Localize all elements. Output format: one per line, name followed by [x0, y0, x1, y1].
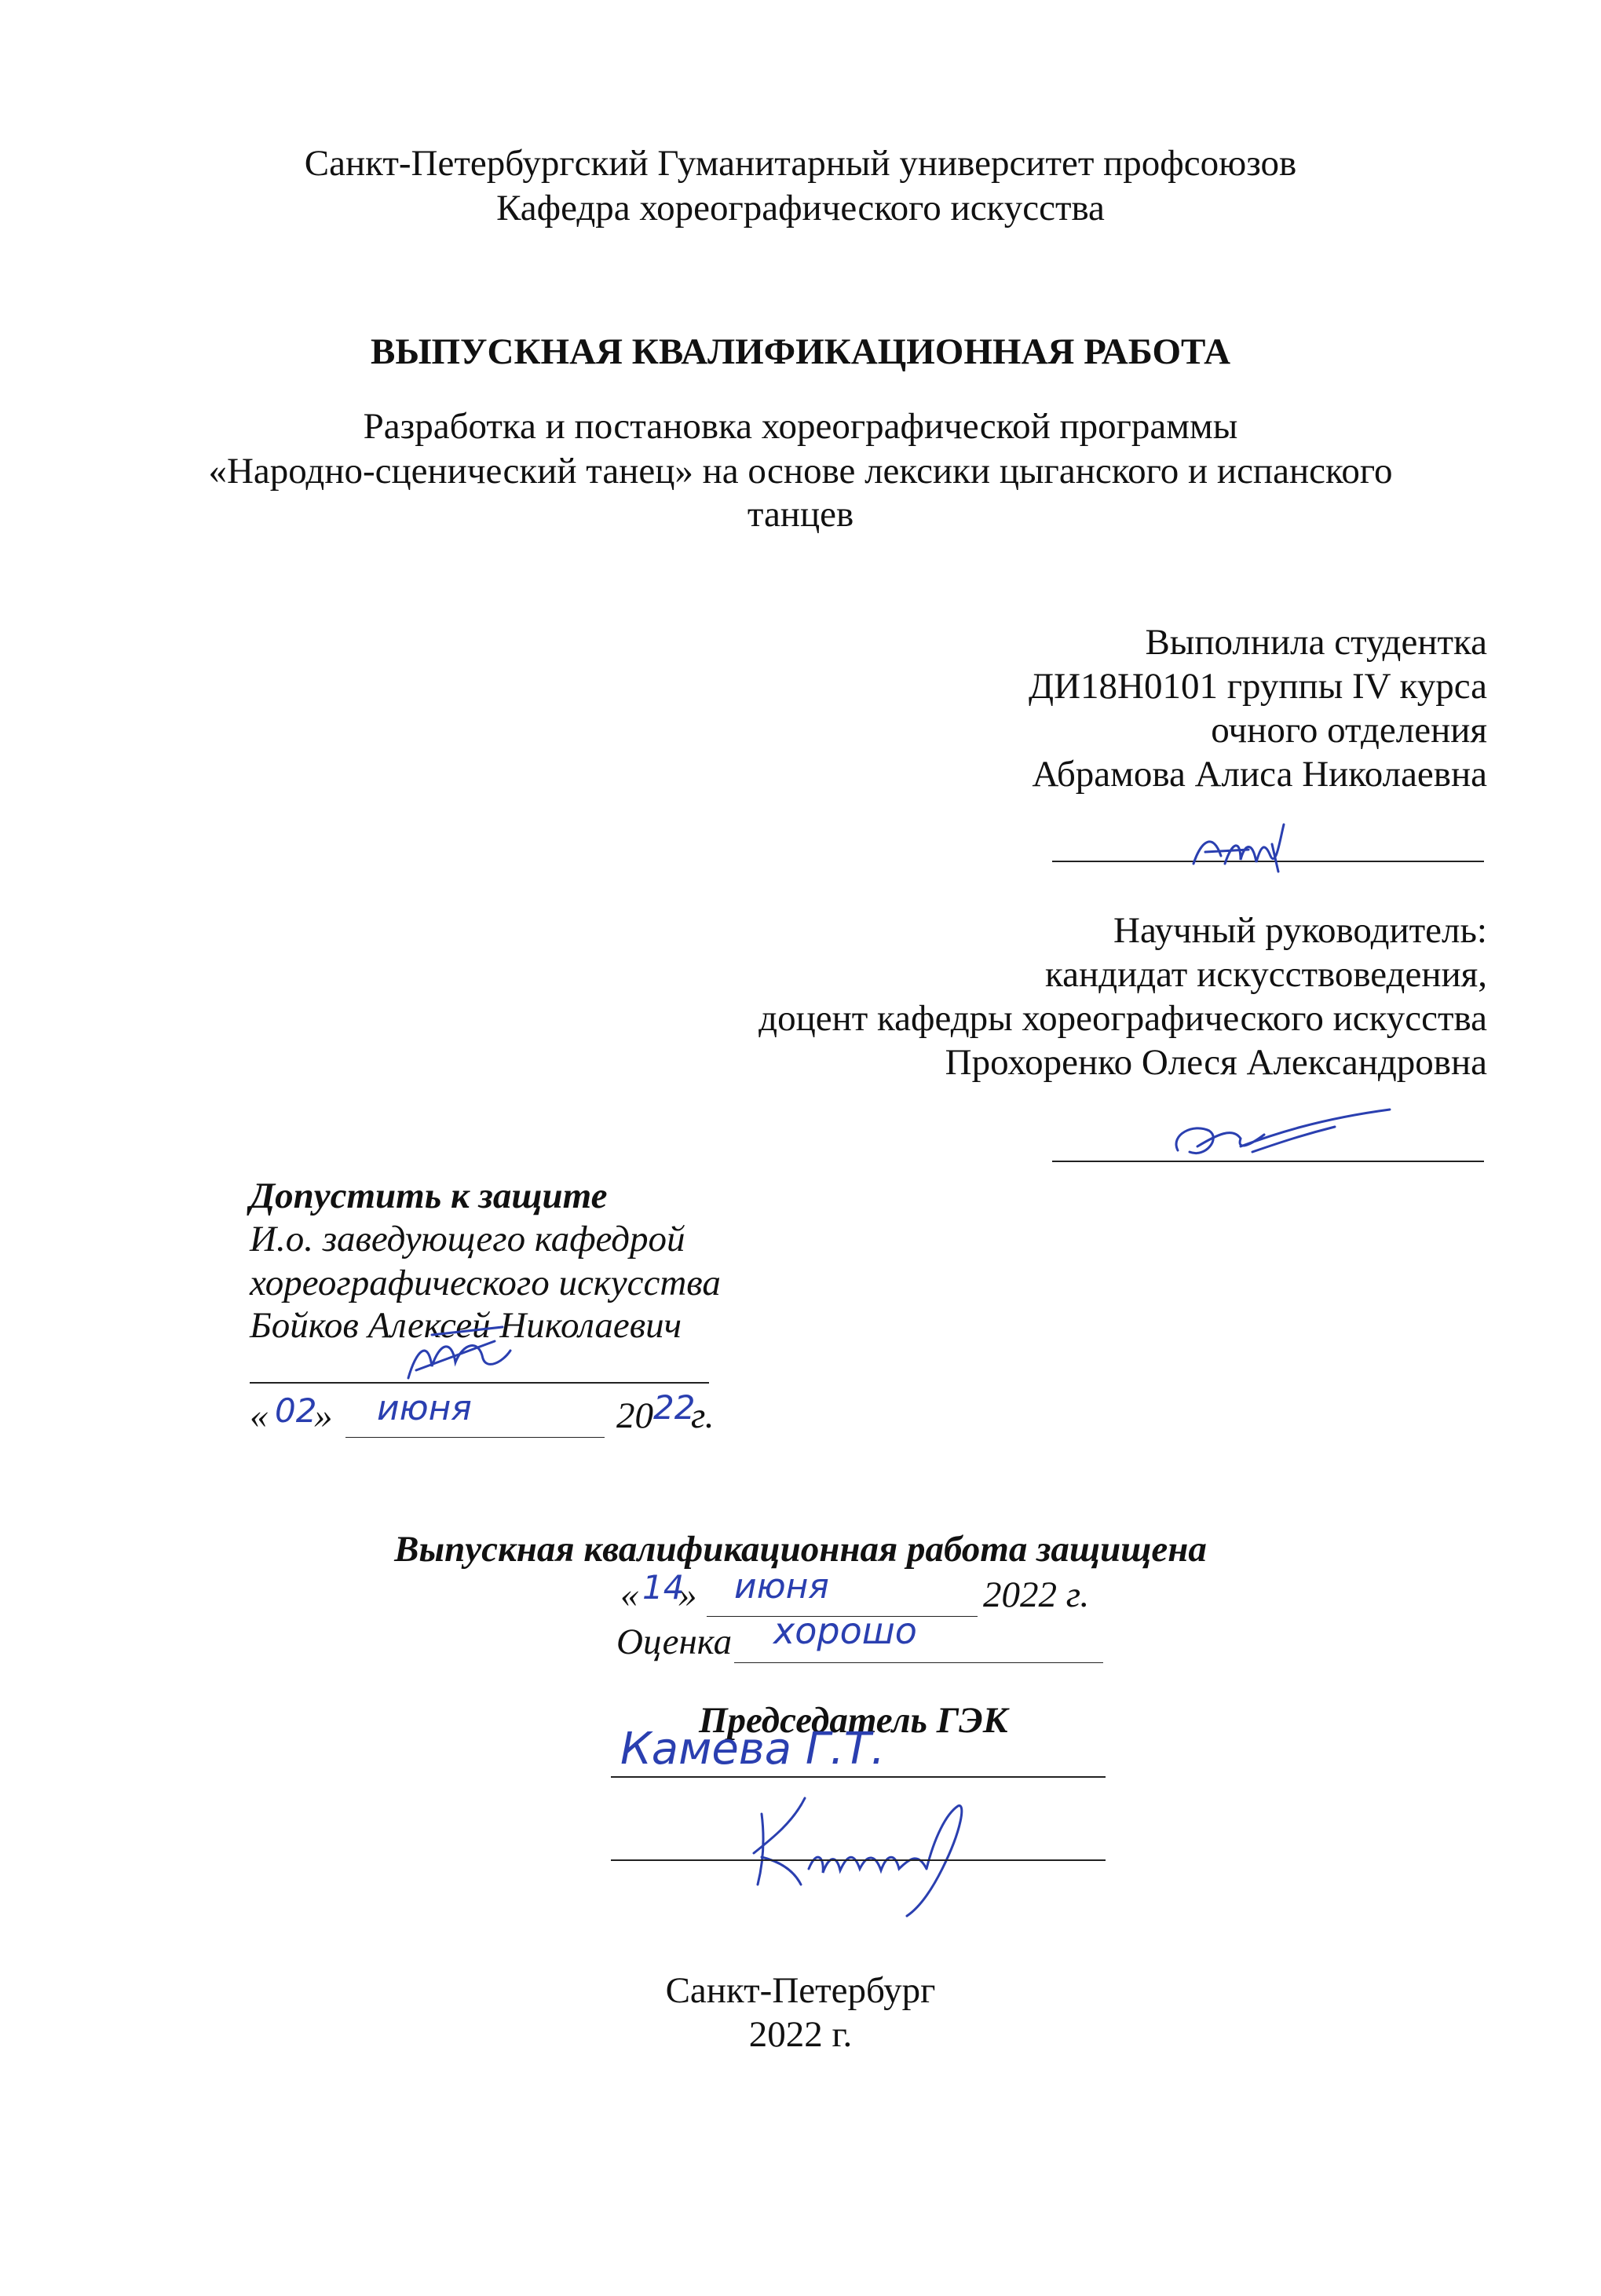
- defense-chair-signature: [730, 1782, 1013, 1932]
- defense-chair-name: Камева Г.Т.: [620, 1724, 885, 1775]
- admission-heading: Допустить к защите: [250, 1175, 608, 1216]
- supervisor-name: Прохоренко Олеся Александровна: [945, 1042, 1487, 1083]
- footer-year: 2022 г.: [748, 2014, 853, 2055]
- admission-head-name: Бойков Алексей Николаевич: [250, 1305, 682, 1346]
- defense-date-month: июня: [734, 1567, 829, 1607]
- work-type-title: ВЫПУСКНАЯ КВАЛИФИКАЦИОННАЯ РАБОТА: [370, 331, 1231, 372]
- work-topic-line-1: Разработка и постановка хореографической программы: [363, 406, 1238, 447]
- footer-city: Санкт-Петербург: [665, 1970, 936, 2011]
- university-name: Санкт-Петербургский Гуманитарный университет профсоюзов: [304, 143, 1297, 184]
- student-signature: [1178, 809, 1335, 887]
- defense-date-year: 2022 г.: [983, 1574, 1090, 1615]
- admission-date-month: июня: [377, 1388, 472, 1428]
- department-name: Кафедра хореографического искусства: [496, 188, 1105, 229]
- admission-date-close: »: [314, 1395, 333, 1436]
- supervisor-line-2: кандидат искусствоведения,: [1045, 954, 1487, 995]
- supervisor-line-1: Научный руководитель:: [1113, 910, 1487, 951]
- student-name: Абрамова Алиса Николаевна: [1032, 754, 1487, 795]
- admission-date-year-unit: г.: [691, 1395, 715, 1436]
- admission-signature-line: [250, 1382, 709, 1384]
- student-line-1: Выполнила студентка: [1145, 622, 1487, 663]
- admission-signature: [385, 1303, 542, 1394]
- admission-date-year-suffix: 22: [653, 1388, 696, 1427]
- work-topic-line-2: «Народно-сценический танец» на основе лексики цыганского и испанского: [208, 451, 1393, 492]
- defense-grade-line: [734, 1662, 1103, 1663]
- supervisor-signature: [1162, 1103, 1398, 1174]
- defense-date-close: »: [678, 1574, 697, 1615]
- admission-date-year-prefix: 20: [616, 1395, 653, 1436]
- admission-date-day: 02: [275, 1391, 317, 1430]
- student-line-3: очного отделения: [1211, 710, 1487, 751]
- defense-chair-signature-line: [611, 1859, 1106, 1861]
- admission-month-line: [345, 1437, 605, 1438]
- defense-grade-value: хорошо: [773, 1610, 917, 1652]
- defense-grade-label: Оценка: [616, 1621, 733, 1662]
- admission-date-open: «: [250, 1395, 269, 1436]
- student-line-2: ДИ18Н0101 группы IV курса: [1029, 666, 1487, 707]
- admission-line-1: И.о. заведующего кафедрой: [250, 1219, 685, 1260]
- defense-date-open: «: [620, 1574, 639, 1615]
- supervisor-line-3: доцент кафедры хореографического искусства: [758, 998, 1487, 1039]
- defense-chair-name-line: [611, 1776, 1106, 1778]
- defense-heading: Выпускная квалификационная работа защищена: [394, 1529, 1207, 1570]
- defense-date-day: 14: [642, 1568, 685, 1607]
- admission-line-2: хореографического искусства: [250, 1263, 721, 1303]
- defense-chair-label: Председатель ГЭК: [699, 1700, 1008, 1741]
- work-topic-line-3: танцев: [747, 494, 854, 535]
